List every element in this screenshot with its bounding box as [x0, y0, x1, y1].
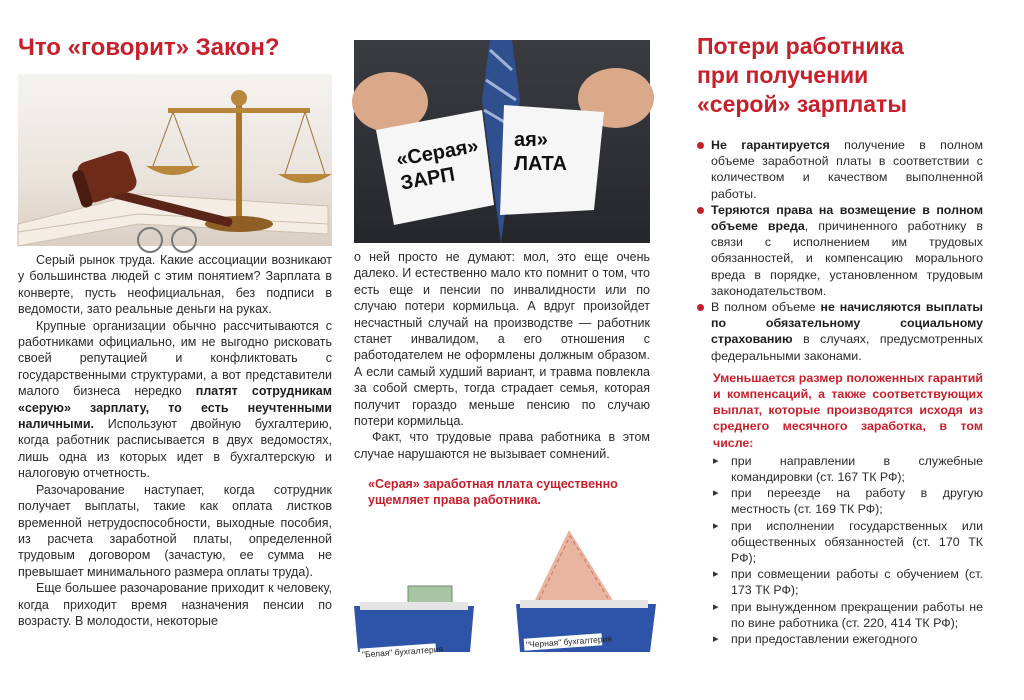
folders-image — [354, 510, 650, 670]
list-item: ▸ при исполнении государственных или общественных обязанностей (ст. 170 ТК РФ); — [713, 518, 983, 566]
right-red-paragraph: Уменьшается размер положенных гарантий и компенсаций, а также соответствующих выплат, которые производятся исходя из среднего месячного заработка, в том числе: — [713, 370, 983, 450]
arrow-right-icon: ▸ — [713, 519, 719, 532]
middle-paragraph-1: о ней просто не думают: мол, это еще очень далеко. И естественно мало кто помнит о том, что есть еще и пенсии по инвалидности или по случаю потери кормильца. А вдруг произойдет несчастный случай на производстве — работник станет инвалидом, а его отношения с работодателем не оформлены должным образом. А если самый худший вариант, и травма повлекла за собой смерть, тогда страдает семья, которая получит гораздо меньше пенсию по случаю потери кормильца. — [354, 250, 650, 429]
left-paragraph-1: Серый рынок труда. Какие ассоциации возникают у большинства людей с этим понятием? Зарплата в конверте, пусть неофициальная, без подписи в ведомости, зато реальные деньги на руках. — [18, 253, 332, 317]
arrow-right-icon: ▸ — [713, 487, 719, 500]
middle-column — [354, 0, 650, 660]
left-body-text — [18, 252, 332, 629]
left-paragraph-3: Разочарование наступает, когда сотрудник получает выплаты, такие как оплата листков временной нетрудоспособности, выходные пособия, из расчета заработной платы, определенной трудовым договором (зачастую, ее сумма не превышает минимального размера оплаты труда). — [18, 482, 332, 579]
arrow-right-icon: ▸ — [713, 633, 719, 646]
list-item: ▸ при совмещении работы с обучением (ст. 173 ТК РФ); — [713, 567, 983, 598]
white-accounting-label: "Белая" бухгалтерия — [360, 643, 437, 660]
middle-body-text — [354, 249, 650, 462]
left-paragraph-2: Крупные организации обычно рассчитываются с работниками официально, им не выгодно рисковать своей репутацией и конфликтовать с государственными структурами, а вот представители малого бизнеса нередко платят сотрудникам «серую» зарплату, то есть неучтенными наличными. Используют двойную бухгалтерию, когда работник расписывается в двух ведомостях, лишь одна из которых идет в бухгалтерскую и налоговую отчетность. — [18, 318, 333, 481]
right-body-text — [697, 137, 983, 647]
scales-gavel-icon — [18, 74, 332, 246]
left-paragraph-4: Еще большее разочарование приходит к человеку, когда приходит время назначения пенсии по возрасту. В молодости, некоторые — [18, 581, 332, 628]
middle-callout: «Серая» заработная плата существенно ущемляет права работника. — [368, 477, 618, 508]
list-item: ▸ при направлении в служебные командировки (ст. 167 ТК РФ); — [713, 453, 983, 485]
right-bullet-2: Теряются права на возмещение в полном объеме вреда, причиненного работнику в связи с исполнением им трудовых обязанностей, и компенсацию морального вреда в порядке, установленном трудовым законодательством. — [697, 202, 983, 299]
red-dot-icon — [697, 207, 704, 214]
left-title: Что «говорит» Закон? — [18, 34, 280, 61]
red-dot-icon — [697, 142, 704, 149]
right-column — [697, 0, 983, 647]
black-accounting-label: "Черная" бухгалтерия — [524, 633, 603, 650]
left-column — [18, 0, 332, 629]
red-dot-icon — [697, 304, 704, 311]
right-sub-list — [697, 453, 983, 647]
list-item: ▸ при предоставлении ежегодного — [713, 632, 918, 647]
arrow-right-icon: ▸ — [713, 600, 719, 613]
torn-paper-icon — [354, 40, 650, 243]
right-bullet-1: Не гарантируется получение в полном объеме заработной платы в соответствии с количеством и качеством выполненной работы. — [697, 137, 983, 202]
list-item: ▸ при переезде на работу в другую местность (ст. 169 ТК РФ); — [713, 486, 983, 517]
torn-paper-left-text: «Серая» ЗАРП — [394, 134, 481, 195]
law-scales-image — [18, 74, 332, 246]
torn-paper-right-text: ая» ЛАТА — [514, 129, 567, 175]
right-bullet-3: В полном объеме не начисляются выплаты по обязательному социальному страхованию в случаях, предусмотренных федеральными законами. — [697, 299, 983, 364]
arrow-right-icon: ▸ — [713, 454, 719, 467]
list-item: ▸ при вынужденном прекращении работы не по вине работника (ст. 220, 414 ТК РФ); — [713, 599, 983, 630]
arrow-right-icon: ▸ — [713, 568, 719, 581]
torn-salary-photo — [354, 40, 650, 243]
middle-paragraph-2: Факт, что трудовые права работника в этом случае нарушаются не вызывает сомнений. — [354, 430, 650, 461]
right-title: Потери работника при получении «серой» зарплаты — [697, 33, 907, 117]
